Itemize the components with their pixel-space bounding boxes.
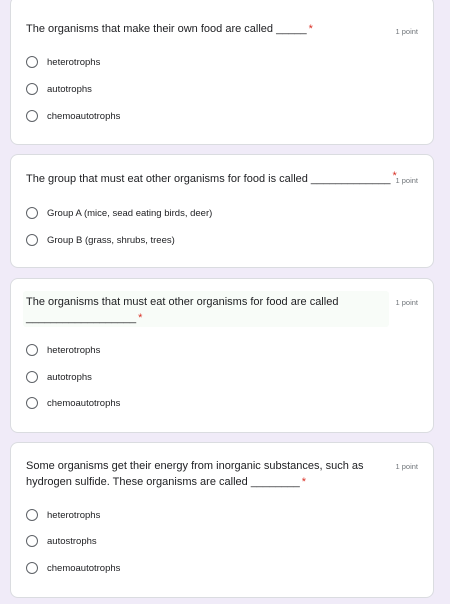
option-label: heterotrophs	[47, 56, 101, 68]
option-group-a[interactable]	[26, 206, 212, 220]
question-card-4	[10, 442, 434, 598]
option-chemoautotrophs[interactable]	[26, 561, 120, 575]
option-label: chemoautotrophs	[47, 397, 121, 409]
option-heterotrophs[interactable]	[26, 55, 100, 69]
points-label: 1 point	[395, 27, 418, 36]
option-label: chemoautotrophs	[47, 562, 121, 574]
points-label: 1 point	[395, 176, 418, 185]
radio-button[interactable]	[26, 562, 38, 574]
option-autotrophs[interactable]	[26, 370, 92, 384]
radio-button[interactable]	[26, 56, 38, 68]
required-asterisk: *	[308, 23, 313, 35]
radio-button[interactable]	[26, 110, 38, 122]
option-label: Group B (grass, shrubs, trees)	[47, 234, 175, 246]
option-label: autostrophs	[47, 535, 97, 547]
option-autotrophs[interactable]	[26, 82, 92, 96]
required-asterisk: *	[301, 476, 307, 488]
radio-button[interactable]	[26, 207, 38, 219]
radio-button[interactable]	[26, 397, 38, 409]
option-heterotrophs[interactable]	[26, 508, 100, 522]
question-title: Some organisms get their energy from inorganic substances, such as hydrogen sulfide. These organisms are called ________ *	[26, 460, 364, 488]
radio-button[interactable]	[26, 344, 38, 356]
radio-button[interactable]	[26, 83, 38, 95]
option-label: heterotrophs	[47, 344, 101, 356]
question-title: The organisms that must eat other organisms for food are called __________________ *	[26, 296, 339, 324]
question-title: The organisms that make their own food are called _____ *	[26, 23, 313, 35]
required-asterisk: *	[392, 170, 397, 182]
required-asterisk: *	[138, 312, 143, 324]
radio-button[interactable]	[26, 371, 38, 383]
option-group-b[interactable]	[26, 233, 175, 247]
option-label: autotrophs	[47, 83, 92, 95]
radio-button[interactable]	[26, 509, 38, 521]
option-label: Group A (mice, sead eating birds, deer)	[47, 207, 213, 219]
radio-button[interactable]	[26, 234, 38, 246]
question-card-2	[10, 154, 434, 268]
question-title: The group that must eat other organisms for food is called _____________ *	[26, 170, 397, 185]
option-autostrophs[interactable]	[26, 534, 97, 548]
radio-button[interactable]	[26, 535, 38, 547]
option-heterotrophs[interactable]	[26, 343, 100, 357]
option-chemoautotrophs[interactable]	[26, 109, 120, 123]
question-card-1	[10, 0, 434, 145]
option-label: chemoautotrophs	[47, 110, 121, 122]
option-label: autotrophs	[47, 371, 92, 383]
question-card-3	[10, 278, 434, 433]
points-label: 1 point	[395, 462, 418, 471]
points-label: 1 point	[395, 298, 418, 307]
option-chemoautotrophs[interactable]	[26, 396, 120, 410]
option-label: heterotrophs	[47, 509, 101, 521]
